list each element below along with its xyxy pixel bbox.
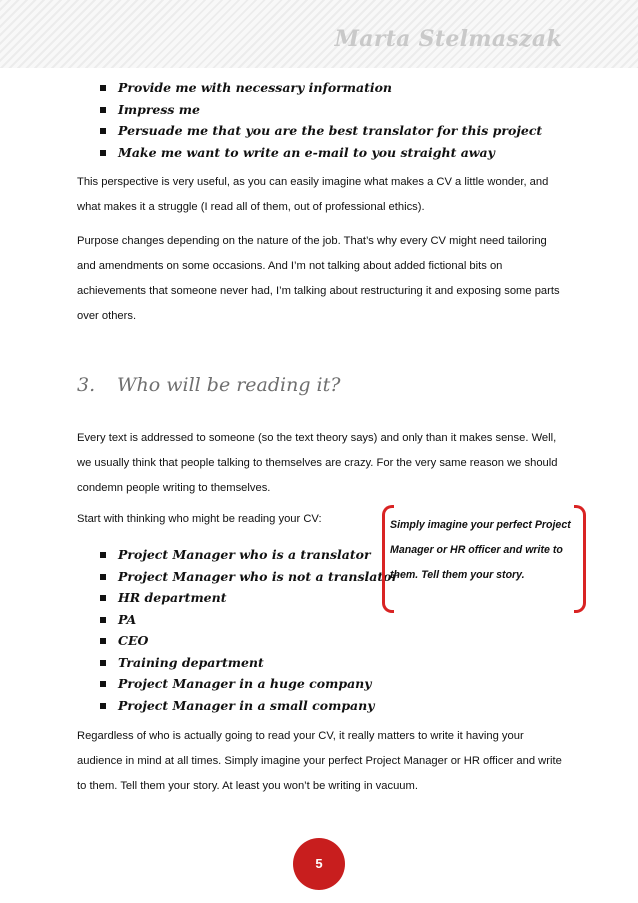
list-item: Project Manager in a small company <box>100 695 398 717</box>
section-title: Who will be reading it? <box>117 374 341 396</box>
list-item: HR department <box>100 587 398 609</box>
paragraph-start: Start with thinking who might be reading your CV: <box>77 513 322 525</box>
bullet-square-icon <box>100 703 106 709</box>
bullet-square-icon <box>100 595 106 601</box>
bullet-square-icon <box>100 85 106 91</box>
bullet-square-icon <box>100 617 106 623</box>
paragraph-purpose: Purpose changes depending on the nature of the job. That’s why every CV might need tailoring and amendments on some occasions. And I’m not talking about added fictional bits on achievements that someone never had, I’m talking about restructuring it and exposing some parts over others. <box>77 235 560 322</box>
bullet-square-icon <box>100 574 106 580</box>
bullet-square-icon <box>100 660 106 666</box>
bullet-square-icon <box>100 552 106 558</box>
list-item: Project Manager who is not a translator <box>100 566 398 588</box>
bullet-square-icon <box>100 128 106 134</box>
paragraph-regardless: Regardless of who is actually going to read your CV, it really matters to write it having your audience in mind at all times. Simply imagine your perfect Project Manager or HR officer and write to them. Tell them your story. At least you won’t be writing in vacuum. <box>77 730 562 792</box>
page-number-badge: 5 <box>293 838 345 890</box>
bullet-square-icon <box>100 681 106 687</box>
paragraph-addressed: Every text is addressed to someone (so the text theory says) and only than it makes sense. Well, we usually think that people talking to themselves are crazy. For the very same reason we should condemn people writing to themselves. <box>77 432 558 494</box>
list-item: Project Manager who is a translator <box>100 544 398 566</box>
bullet-square-icon <box>100 107 106 113</box>
list-item: Persuade me that you are the best translator for this project <box>100 120 542 142</box>
author-name: Marta Stelmaszak <box>334 26 562 52</box>
list-item: PA <box>100 609 398 631</box>
list-item: Training department <box>100 652 398 674</box>
list-item: Provide me with necessary information <box>100 77 542 99</box>
list-item: Project Manager in a huge company <box>100 673 398 695</box>
bullet-square-icon <box>100 638 106 644</box>
callout-box <box>382 505 586 609</box>
paragraph-perspective: This perspective is very useful, as you can easily imagine what makes a CV a little wonder, and what makes it a struggle (I read all of them, out of professional ethics). <box>77 176 549 213</box>
purpose-list <box>100 77 542 163</box>
callout-text: Simply imagine your perfect Project Manager or HR officer and write to them. Tell them your story. <box>390 519 571 581</box>
list-item: CEO <box>100 630 398 652</box>
readers-list <box>100 544 398 716</box>
list-item: Impress me <box>100 99 542 121</box>
list-item: Make me want to write an e-mail to you straight away <box>100 142 542 164</box>
section-number: 3. <box>77 374 96 396</box>
bullet-square-icon <box>100 150 106 156</box>
section-heading <box>77 374 340 396</box>
